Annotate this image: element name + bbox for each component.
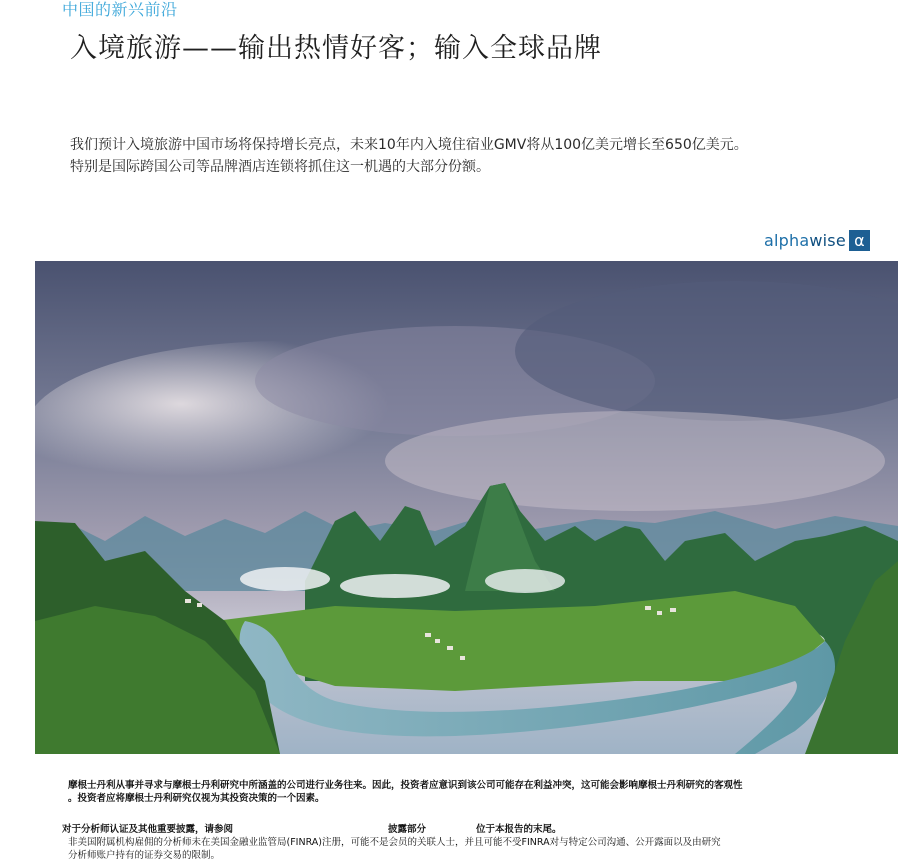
alphawise-wordmark [764,231,846,250]
page-title: 入境旅游——输出热情好客；输入全球品牌 [70,33,602,64]
landscape-illustration [35,261,898,754]
section-label: 中国的新兴前沿 [62,0,178,19]
disclaimer-line-1: 摩根士丹利从事并寻求与摩根士丹利研究中所涵盖的公司进行业务往来。因此，投资者应意识到该公司可能存在利益冲突，这可能会影响摩根士丹利研究的客观性 [68,780,743,791]
brand-wise: wise [809,230,846,250]
intro-line-2: 特别是国际跨国公司等品牌酒店连锁将抓住这一机遇的大部分份额。 [70,159,490,175]
disclaimer-line-2: 。投资者应将摩根士丹利研究仅视为其投资决策的一个因素。 [68,793,325,804]
mist [340,574,450,598]
analyst-disclosure-heading [62,823,862,836]
cloud [385,411,885,511]
intro-line-1: 我们预计入境旅游中国市场将保持增长亮点，未来10年内入境住宿业GMV将从100亿美元增长至650亿美元。 [70,137,748,153]
mist [485,569,565,593]
analyst-disclosure-line-3: 分析师账户持有的证券交易的限制。 [68,850,221,861]
mist [240,567,330,591]
alpha-icon: α [849,230,870,251]
intro-paragraph [70,134,870,178]
landscape-photo [35,261,898,754]
analyst-disclosure [62,823,862,862]
brand-alpha: alpha [764,230,810,250]
disclaimer [68,779,858,805]
alphawise-logo [764,229,870,251]
disclosure-section-link[interactable]: 披露部分 [388,824,427,835]
disclosure-intro: 对于分析师认证及其他重要披露，请参阅 [62,824,234,835]
disclosure-location: 位于本报告的末尾。 [476,824,562,835]
analyst-disclosure-line-2: 非美国附属机构雇佣的分析师未在美国金融业监管局(FINRA)注册，可能不是会员的关联人士，并且可能不受FINRA对与特定公司沟通、公开露面以及由研究 [68,837,721,848]
